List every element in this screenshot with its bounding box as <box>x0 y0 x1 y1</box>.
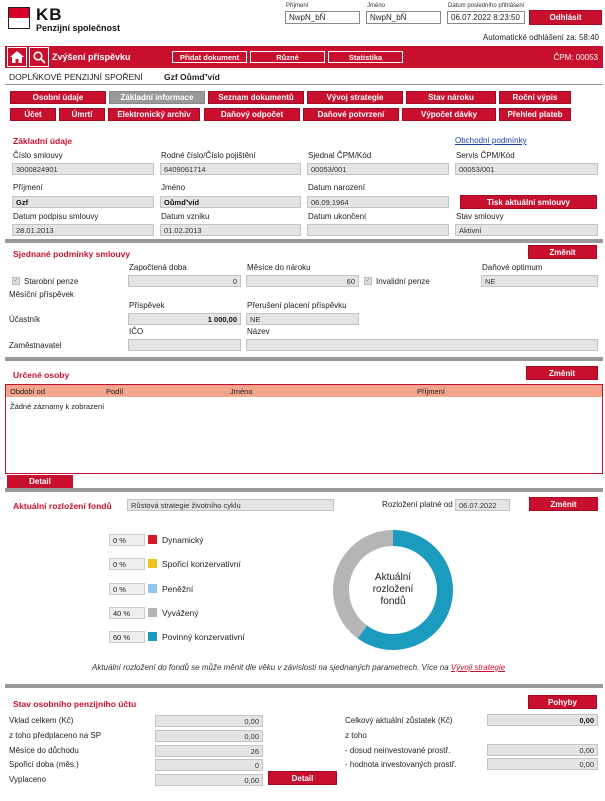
kb-logo-icon <box>8 7 30 29</box>
header-name-label: Jméno <box>367 3 386 9</box>
counted-period-field: 0 <box>128 275 241 287</box>
old-age-pension-checkbox: ✓ <box>13 278 19 284</box>
top-navbar <box>5 46 603 68</box>
persons-table <box>5 384 603 474</box>
account-title: Stav osobního penzijního účtu <box>13 699 137 709</box>
months-to-retirement-field: 26 <box>155 745 263 757</box>
print-contract-button[interactable]: Tisk aktuální smlouvy <box>460 195 597 209</box>
strategy-development-link[interactable]: Vývoji strategie <box>450 663 506 672</box>
misc-button[interactable]: Různé <box>250 51 325 63</box>
end-date-field <box>307 224 449 236</box>
donut-label-line3: fondů <box>380 596 406 607</box>
date-of-birth-label: Datum narození <box>308 183 365 192</box>
surname-label: Příjmení <box>13 183 43 192</box>
fund-pct-money: 0 % <box>109 583 145 595</box>
col-name[interactable]: Jméno <box>230 387 253 396</box>
funds-note-text: Aktuální rozložení do fondů se může měnit dle věku v závislosti na sjednaných parametrech. Více na <box>92 663 451 672</box>
terms-change-button[interactable]: Změnit <box>528 245 597 259</box>
persons-detail-tab[interactable]: Detail <box>7 475 73 488</box>
fund-pct-dynamic: 0 % <box>109 534 145 546</box>
invalidity-pension-checkbox: ✓ <box>365 278 371 284</box>
employer-name-field <box>246 339 598 351</box>
months-to-retirement-label: Měsíce do důchodu <box>9 746 79 755</box>
divider <box>5 84 603 85</box>
invalidity-pension-label: Invalidní penze <box>376 277 430 286</box>
donut-label-line1: Aktuální <box>374 572 412 583</box>
ico-label: IČO <box>129 327 144 336</box>
interruption-label: Přerušení placení příspěvku <box>247 301 347 310</box>
prepaid-label: z toho předplaceno na SP <box>9 731 102 740</box>
tab-annual-statement[interactable]: Roční výpis <box>499 91 571 104</box>
saving-period-label: Spořicí doba (měs.) <box>9 760 79 769</box>
deposit-field: 0,00 <box>155 715 263 727</box>
logout-button[interactable]: Odhlásit <box>529 10 602 25</box>
fund-name-money: Peněžní <box>162 584 194 594</box>
fund-name-dynamic: Dynamický <box>162 535 204 545</box>
terms-title: Sjednané podmínky smlouvy <box>13 249 131 259</box>
col-surname[interactable]: Příjmení <box>417 387 445 396</box>
tab-account[interactable]: Účet <box>10 108 56 121</box>
end-date-label: Datum ukončení <box>308 212 367 221</box>
date-of-birth-field: 06.09.1964 <box>307 196 449 208</box>
col-share[interactable]: Podíl <box>106 387 124 396</box>
tax-optimum-field: NE <box>481 275 598 287</box>
movements-button[interactable]: Pohyby <box>528 695 597 709</box>
persons-change-button[interactable]: Změnit <box>526 366 598 380</box>
fund-name-balanced: Vyvážený <box>162 608 199 618</box>
brand-name: KB <box>36 5 63 24</box>
tab-entitlement-state[interactable]: Stav nároku <box>406 91 496 104</box>
tab-payments-overview[interactable]: Přehled plateb <box>499 108 571 121</box>
uninvested-field: 0,00 <box>487 744 598 756</box>
agreed-by-field: 00053/001 <box>307 163 449 175</box>
persons-empty-message: Žádné záznamy k zobrazení <box>10 402 105 411</box>
paid-out-field: 0,00 <box>155 774 263 786</box>
col-period-from[interactable]: Období od <box>10 387 46 396</box>
participant-label: Účastník <box>9 315 41 324</box>
total-balance-label: Celkový aktuální zůstatek (Kč) <box>345 716 453 725</box>
prepaid-field: 0,00 <box>155 730 263 742</box>
account-detail-button[interactable]: Detail <box>268 771 337 785</box>
fund-swatch-money <box>148 584 157 593</box>
service-field: 00053/001 <box>455 163 598 175</box>
employer-name-label: Název <box>247 327 270 336</box>
section-separator <box>5 684 603 688</box>
client-name: Gzf Oůmď'víd <box>164 72 220 82</box>
funds-title: Aktuální rozložení fondů <box>13 501 112 511</box>
contract-number-field: 3000824901 <box>12 163 154 175</box>
origin-date-field: 01.02.2013 <box>160 224 301 236</box>
months-to-entitlement-field: 60 <box>246 275 359 287</box>
nav-title: Zvýšení příspěvku <box>52 52 131 62</box>
persons-table-header <box>6 385 602 397</box>
sign-date-label: Datum podpisu smlouvy <box>13 212 99 221</box>
fund-swatch-balanced <box>148 608 157 617</box>
fund-pct-balanced: 40 % <box>109 607 145 619</box>
tax-optimum-label: Daňové optimum <box>482 263 543 272</box>
valid-from-field: 06.07.2022 <box>455 499 510 511</box>
contract-state-label: Stav smlouvy <box>456 212 504 221</box>
saving-period-field: 0 <box>155 759 263 771</box>
tab-tax-confirmation[interactable]: Daňové potvrzení <box>303 108 399 121</box>
home-icon[interactable] <box>7 47 27 67</box>
tab-strategy-development[interactable]: Vývoj strategie <box>307 91 403 104</box>
tab-documents[interactable]: Seznam dokumentů <box>208 91 304 104</box>
tab-benefit-calculation[interactable]: Výpočet dávky <box>402 108 496 121</box>
section-separator <box>5 239 603 243</box>
uninvested-label: - dosud neinvestované prostř. <box>345 746 451 755</box>
donut-label-line2: rozložení <box>372 584 414 595</box>
fund-name-savings-conservative: Spořicí konzervativní <box>162 559 241 569</box>
surname-field: Gzf <box>12 196 154 208</box>
origin-date-label: Datum vzniku <box>161 212 210 221</box>
fund-swatch-dynamic <box>148 535 157 544</box>
business-terms-link[interactable]: Obchodní podmínky <box>455 136 527 145</box>
fund-swatch-mandatory-conservative <box>148 632 157 641</box>
fund-pct-mandatory-conservative: 60 % <box>109 631 145 643</box>
monthly-contribution-label: Měsíční příspěvek <box>9 290 74 299</box>
section-separator <box>5 488 603 492</box>
header-last-login-label: Datum posledního přihlášení <box>448 3 525 9</box>
funds-donut-chart <box>328 525 458 655</box>
invested-field: 0,00 <box>487 758 598 770</box>
search-icon[interactable] <box>29 47 49 67</box>
employer-label: Zaměstnavatel <box>9 341 62 350</box>
product-name: DOPLŇKOVÉ PENZIJNÍ SPOŘENÍ <box>9 72 143 82</box>
ico-field <box>128 339 241 351</box>
tab-death[interactable]: Úmrtí <box>59 108 105 121</box>
first-name-field: Oůmď'víd <box>160 196 301 208</box>
funds-change-button[interactable]: Změnit <box>529 497 598 511</box>
counted-period-label: Započtená doba <box>129 263 187 272</box>
tab-tax-deduction[interactable]: Daňový odpočet <box>204 108 300 121</box>
months-to-entitlement-label: Měsíce do nároku <box>247 263 311 272</box>
contract-state-field: Aktivní <box>455 224 598 236</box>
header-last-login-field: 06.07.2022 8:23:50 <box>447 11 525 24</box>
statistics-button[interactable]: Statistika <box>328 51 403 63</box>
tab-personal-data[interactable]: Osobní údaje <box>10 91 106 104</box>
contribution-label: Příspěvek <box>129 301 165 310</box>
invested-label: - hodnota investovaných prostř. <box>345 760 457 769</box>
fund-name-mandatory-conservative: Povinný konzervativní <box>162 632 245 642</box>
auto-logout-timer: Automatické odhlášení za: 58:40 <box>482 33 599 42</box>
brand-subtitle: Penzijní společnost <box>36 23 121 33</box>
birth-number-label: Rodné číslo/Číslo pojištění <box>161 151 256 160</box>
fund-pct-savings-conservative: 0 % <box>109 558 145 570</box>
of-which-label: z toho <box>345 731 367 740</box>
persons-title: Určené osoby <box>13 370 70 380</box>
total-balance-field: 0,00 <box>487 714 598 726</box>
valid-from-label: Rozložení platné od <box>382 500 453 509</box>
contribution-field: 1 000,00 <box>128 313 241 325</box>
tab-basic-info[interactable]: Základní informace <box>109 91 205 104</box>
interruption-field: NE <box>246 313 359 325</box>
first-name-label: Jméno <box>161 183 186 192</box>
header-surname-field[interactable]: NwpN_bŇ <box>285 11 360 24</box>
header-name-field[interactable]: NwpN_bŇ <box>366 11 441 24</box>
tab-electronic-archive[interactable]: Elektronický archiv <box>108 108 200 121</box>
cpm-code: ČPM: 00053 <box>553 53 598 62</box>
section-separator <box>5 357 603 361</box>
fund-swatch-savings-conservative <box>148 559 157 568</box>
add-document-button[interactable]: Přidat dokument <box>172 51 247 63</box>
contract-number-label: Číslo smlouvy <box>13 151 63 160</box>
header-surname-label: Příjmení <box>286 3 309 9</box>
paid-out-label: Vyplaceno <box>9 775 47 784</box>
funds-note <box>92 663 505 672</box>
deposit-label: Vklad celkem (Kč) <box>9 716 74 725</box>
birth-number-field: 6409061714 <box>160 163 301 175</box>
agreed-by-label: Sjednal ČPM/Kód <box>308 151 372 160</box>
old-age-pension-label: Starobní penze <box>24 277 79 286</box>
basic-data-title: Základní údaje <box>13 136 73 146</box>
strategy-field: Růstová strategie životního cyklu <box>127 499 334 511</box>
sign-date-field: 28.01.2013 <box>12 224 154 236</box>
service-label: Servis ČPM/Kód <box>456 151 515 160</box>
